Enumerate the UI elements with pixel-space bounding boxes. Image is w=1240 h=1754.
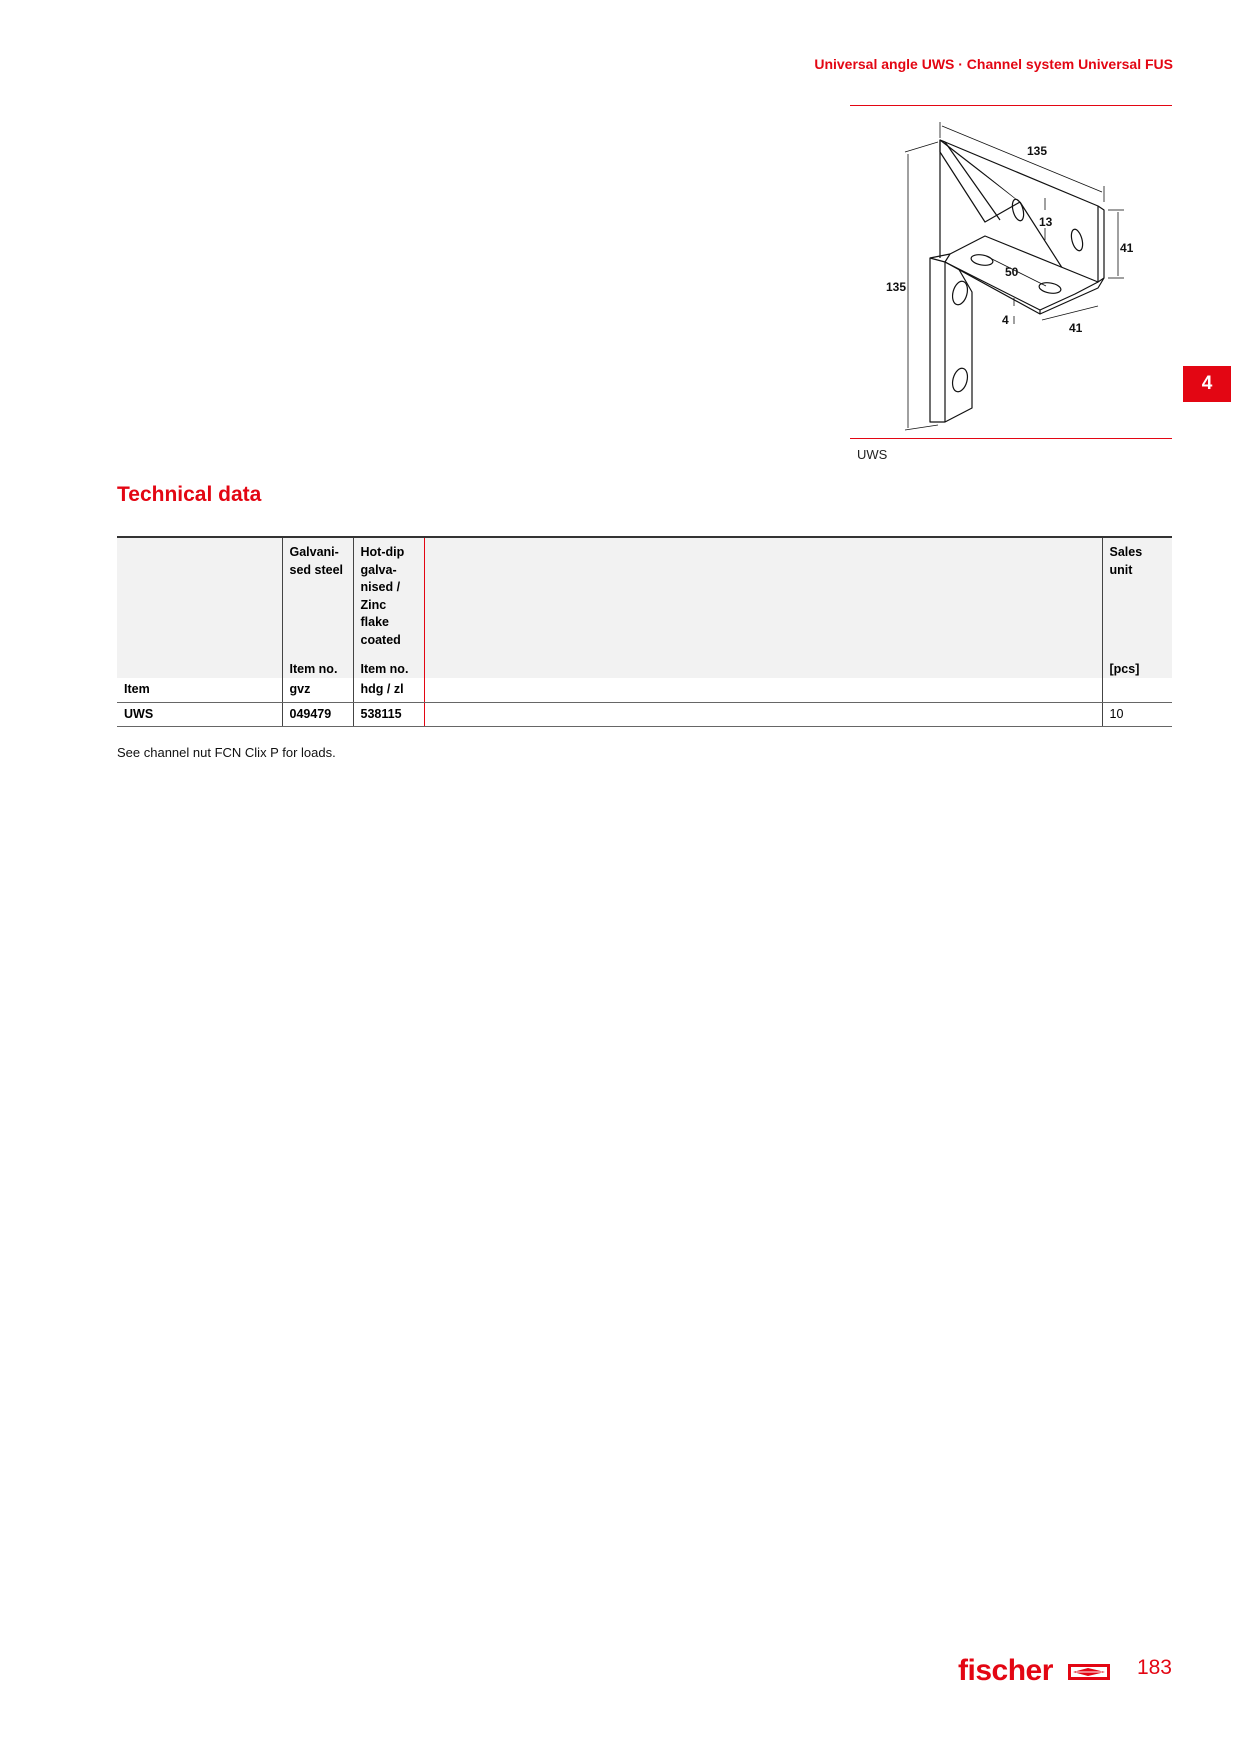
header-pcs: [pcs] [1109,662,1140,676]
chapter-tab: 4 [1183,366,1231,402]
row-hdg: 538115 [353,702,424,726]
fischer-logo-icon [1068,1663,1110,1681]
header-item-no: Item no. [360,662,409,676]
page-header-title: Universal angle UWS · Channel system Universal FUS [814,56,1173,72]
dim-top-length: 135 [1027,144,1048,158]
header-cell-hdg [353,537,424,678]
row-spacer [424,702,1102,726]
header-sales-unit: Sales unit [1109,545,1143,577]
brand-wordmark: fischer [958,1654,1053,1687]
dim-height: 135 [886,280,907,294]
header-hdg-line: Zinc flake [360,597,389,629]
row-sales-unit: 10 [1102,702,1172,726]
dim-hole-spacing: 50 [1005,265,1019,279]
dim-hole: 13 [1039,215,1053,229]
row-item: UWS [117,702,282,726]
header-hdg-line: coated [360,632,401,647]
header-galvanised-line: sed steel [289,562,344,577]
subheader-item: Item [117,678,282,702]
dim-thickness: 4 [1002,313,1009,327]
technical-data-table [117,536,1172,727]
table-header-row [117,537,1172,678]
subheader-gvz: gvz [282,678,353,702]
header-item-no: Item no. [289,662,338,676]
subheader-sales [1102,678,1172,702]
footnote: See channel nut FCN Clix P for loads. [117,745,336,760]
header-cell-sales-unit [1102,537,1172,678]
row-gvz: 049479 [282,702,353,726]
subheader-hdg: hdg / zl [353,678,424,702]
figure-caption: UWS [857,447,888,462]
uws-angle-drawing [850,110,1172,435]
dim-flange-top: 41 [1120,241,1134,255]
table-row [117,702,1172,726]
dim-flange-bottom: 41 [1069,321,1083,335]
header-hdg-line: galva- [360,562,397,577]
header-hdg-line: Hot-dip [360,545,405,559]
figure-bottom-rule [850,438,1172,439]
header-galvanised-line: Galvani- [289,545,339,559]
header-cell-galvanised [282,537,353,678]
table-subheader-row [117,678,1172,702]
header-cell-item [117,537,282,678]
section-title: Technical data [117,483,262,506]
figure-top-rule [850,105,1172,106]
header-cell-spacer [424,537,1102,678]
page-number: 183 [1136,1656,1172,1679]
header-hdg-line: nised / [360,580,401,594]
subheader-spacer [424,678,1102,702]
